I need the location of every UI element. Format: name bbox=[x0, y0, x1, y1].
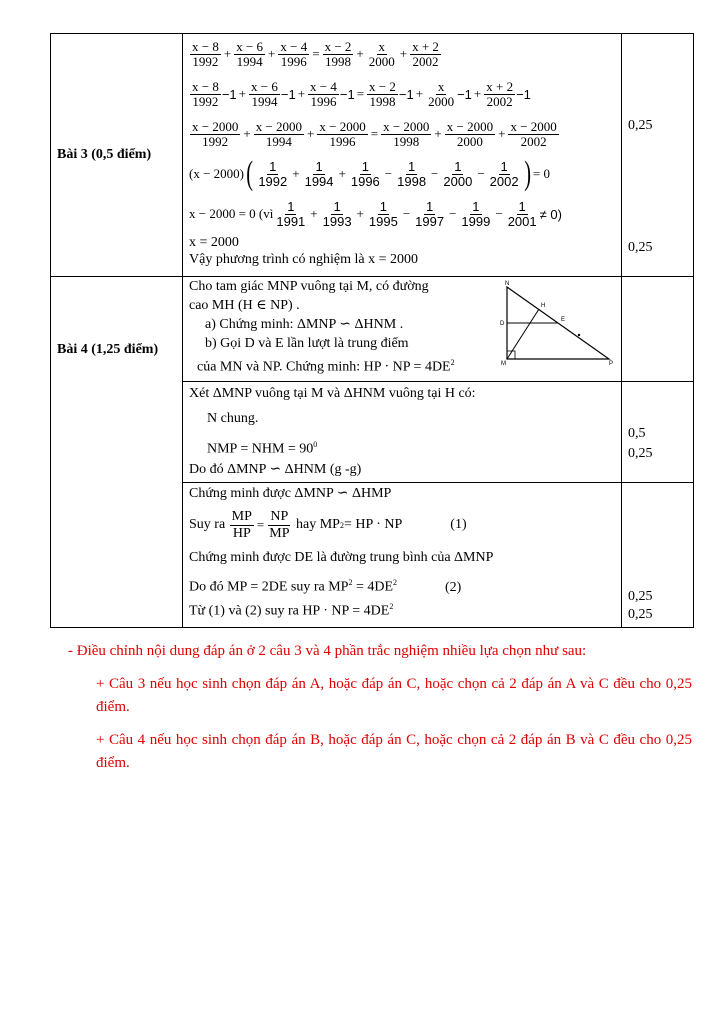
score: 0,5 bbox=[628, 426, 646, 441]
bai4-problem bbox=[183, 277, 622, 382]
triangle-figure bbox=[499, 279, 619, 367]
label-p: P bbox=[609, 361, 614, 367]
problem-text: Cho tam giác MNP vuông tại M, có đường bbox=[189, 279, 429, 294]
score: 0,25 bbox=[628, 589, 653, 604]
answer-line: Do đó ΔMNP ∽ ΔHNM (g -g) bbox=[189, 462, 362, 477]
note-cau4: + Câu 4 nếu học sinh chọn đáp án B, hoặc đáp án C, hoặc chọn cả 2 đáp án B và C đều cho 0,25 điểm. bbox=[96, 732, 692, 771]
eq-line-4: (x − 2000) ( 1 1992 + $\frac{1}{1994}$ + $\frac{1}{1996}$ − $\frac{1}{1998}$ − $\frac{1}{2000}$ − $\frac{1}{2002}$ ) = 0 bbox=[189, 155, 550, 192]
label-e: E bbox=[561, 317, 566, 323]
bai3-label: Bài 3 (0,5 điểm) bbox=[51, 34, 183, 277]
score: 0,25 bbox=[628, 118, 653, 133]
part-b-claim: của MN và NP. Chứng minh: HP · NP = $4DE^2$ bbox=[197, 358, 455, 375]
part-b: b) Gọi D và E lần lượt là trung điểm bbox=[205, 336, 409, 351]
answer-table bbox=[50, 33, 694, 628]
eq-line-1: x − 8 1992 + $\frac{x - 6}{1994}$ + $\frac{x - 4}{1996}$ = $\frac{x - 2}{1998}$ + $\frac{x}{2000}$ + $\frac{x + 2}{2002}$ bbox=[192, 38, 439, 69]
bai3-row bbox=[51, 34, 694, 277]
bai4-b-scores bbox=[622, 483, 694, 628]
label-m: M bbox=[501, 361, 506, 367]
conclusion: Vậy phương trình có nghiệm là x = 2000 bbox=[189, 252, 418, 267]
label-d: D bbox=[500, 321, 505, 327]
answer-line: Suy ra $\frac{MP}{HP}$ = $\frac{NP}{MP}$ hay MP 2 = HP · NP (1) bbox=[189, 508, 467, 541]
answer-line: Do đó MP = 2DE suy ra $MP^2 = 4DE^2$ (2) bbox=[189, 578, 462, 595]
altitude-mh bbox=[507, 309, 539, 359]
score: 0,25 bbox=[628, 607, 653, 622]
eq-line-6: x = 2000 bbox=[189, 235, 239, 250]
score: 0,25 bbox=[628, 240, 653, 255]
answer-line: Chứng minh được ΔMNP ∽ ΔHMP bbox=[189, 486, 392, 501]
answer-line: Xét ΔMNP vuông tại M và ΔHNM vuông tại H có: bbox=[189, 386, 476, 401]
eq-line-2: x − 8 1992 −1 + $\frac{x - 6}{1994}$ −1 + $\frac{x - 4}{1996}$ −1 = $\frac{x - 2}{1998}$ −1 + $\frac{x}{2000}$ −1 + $\frac{x + 2}{2002}$ −1 bbox=[192, 78, 531, 109]
bai4-label: Bài 4 (1,25 điểm) bbox=[51, 277, 183, 628]
score: 0,25 bbox=[628, 446, 653, 461]
answer-line: N chung. bbox=[207, 411, 259, 426]
note-heading: - Điều chỉnh nội dung đáp án ở 2 câu 3 và 4 phần trắc nghiệm nhiều lựa chọn như sau: bbox=[68, 643, 587, 659]
answer-line: NMP = NHM = $90^0$ bbox=[207, 440, 318, 457]
bai3-scores bbox=[622, 34, 694, 277]
note-cau3: + Câu 3 nếu học sinh chọn đáp án A, hoặc đáp án C, hoặc chọn cả 2 đáp án A và C đều cho 0,25 điểm. bbox=[96, 676, 692, 715]
bai3-solution bbox=[183, 34, 622, 277]
bai4-part-b bbox=[183, 483, 622, 628]
bai4-a-scores bbox=[622, 382, 694, 483]
eq-line-5: x − 2000 = 0 (vì 1 1991 + $\frac{1}{1993}$ + $\frac{1}{1995}$ − $\frac{1}{1997}$ − $\frac{1}{1999}$ − $\frac{1}{2001}$ ≠ 0) bbox=[189, 198, 562, 229]
bai4-problem-row bbox=[51, 277, 694, 382]
problem-text: cao MH (H ∈ NP) . bbox=[189, 298, 300, 313]
answer-line: Từ (1) và (2) suy ra HP · NP = $4DE^2$ bbox=[189, 602, 394, 619]
answer-line: Chứng minh được DE là đường trung bình của ΔMNP bbox=[189, 550, 494, 565]
eq-line-3: x − 2000 1992 + $\frac{x - 2000}{1994}$ + $\frac{x - 2000}{1996}$ = $\frac{x - 2000}{1998}$ + $\frac{x - 2000}{2000}$ + $\frac{x - 2000}{2002}$ bbox=[192, 118, 557, 149]
label-h: H bbox=[541, 303, 546, 309]
label-n: N bbox=[505, 281, 510, 287]
bai4-part-a bbox=[183, 382, 622, 483]
part-a: a) Chứng minh: ΔMNP ∽ ΔHNM . bbox=[205, 317, 404, 332]
